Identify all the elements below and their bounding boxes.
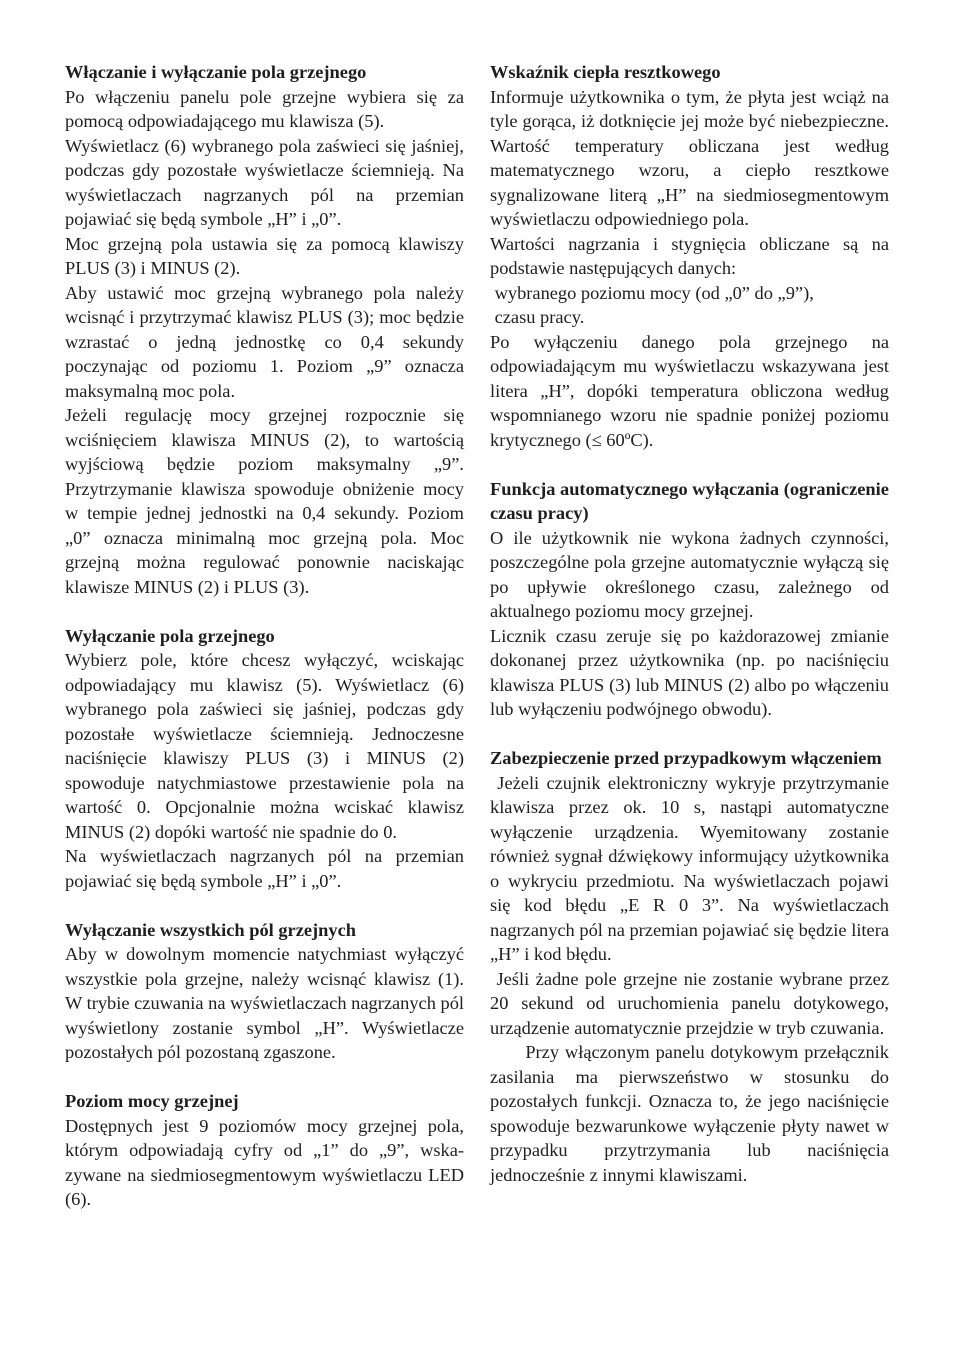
paragraph: Aby ustawić moc grzejną wybranego pola należy wcisnąć i przytrzymać klawisz PLUS (3); moc będzie wzrastać o jedną jednostkę co 0,4 sekundy poczynając od poziomu 1. Poziom „9” oznacza maksymalną moc pola. [65,282,464,401]
paragraph: Wartości nagrzania i stygnięcia obliczane są na podstawie następujących danych: [490,233,889,278]
section-heading: Wskaźnik ciepła resztkowego [490,62,721,82]
paragraph: Licznik czasu zeruje się po każdorazowej zmianie dokonanej przez użytkownika (np. po naciśnięciu klawisza PLUS (3) lub MINUS (2) albo po włączeniu lub wyłączeniu podwójnego obwodu). [490,625,889,719]
paragraph: Informuje użytkownika o tym, że płyta jest wciąż na tyle gorąca, iż dotknięcie jej może być niebezpieczne. Wartość temperatury obliczana jest według matematycznego wzoru, a ciepło resztkowe sygnalizowane literą „H” na siedmiosegmentowym wyświetlaczu odpowiedniego pola. [490,86,889,229]
section-heading: Wyłączanie wszystkich pól grzejnych [65,919,356,940]
paragraph: Dostępnych jest 9 poziomów mocy grzejnej pola, którym odpowiadają cyfry od „1” do „9”, wskazywane na siedmiosegmentowym wyświetlaczu LED (6). [65,1115,464,1209]
section-zabezpieczenie-przed-przypadkowym-wlacze [490,746,894,1187]
paragraph: Po włączeniu panelu pole grzejne wybiera się za pomocą odpowiadającego mu klawisza (5). [65,86,464,131]
section-heading: Wyłączanie pola grzejnego [65,625,275,646]
right-column [490,60,894,1187]
paragraph: O ile użytkownik nie wykona żadnych czynności, poszczególne pola grzejne automatycznie wyłączą się po upływie określonego czasu, zależnego od aktualnego poziomu mocy grzejnej. [490,527,889,621]
paragraph: Wybierz pole, które chcesz wyłączyć, wciskając odpowiadający mu klawisz (5). Wyświetlacz (6) wybranego pola zaświeci się jaśniej, podczas gdy pozostałe wyświetlacze ściemnieją. Jednoczesne naciśnięcie klawiszy PLUS (3) i MINUS (2) spowoduje natychmiastowe przestawienie pola na wartość 0. Opcjonalnie można wciskać klawisz MINUS (2) dopóki wartość nie spadnie do 0. [65,650,464,842]
paragraph: Przy włączonym panelu dotykowym przełącznik zasilania ma pierwszeństwo w stosunku do pozostałych funkcji. Oznacza to, że jego naciśnięcie spowoduje bezwarunkowe wyłączenie płyty nawet w przypadku przytrzymania lub naciśnięcia jednocześnie z innymi klawiszami. [490,1042,894,1185]
section-funkcja-automatycznego-wylaczania-ograni [490,477,889,722]
section-heading: Włączanie i wyłączanie pola grzejnego [65,62,367,82]
paragraph: Po wyłączeniu danego pola grzejnego na odpowiadającym mu wyświetlaczu wskazywana jest litera „H”, dopóki temperatura obliczona według wspomnianego wzoru nie spadnie poniżej poziomu krytycznego (≤ 60ºC). [490,331,889,450]
paragraph: Jeżeli czujnik elektroniczny wykryje przytrzymanie klawisza przez ok. 10 s, nastąpi automatyczne wyłączenie urządzenia. Wyemitowany zostanie również sygnał dźwiękowy informujący użytkownika o wykryciu przedmiotu. Na wyświetlaczach pojawi się kod błędu „E R 0 3”. Na wyświetlaczach nagrzanych pól na przemian pojawiać się będzie litera „H” i kod błędu. [490,772,894,964]
section-poziom-mocy-grzejnej [65,1089,464,1212]
section-wylaczanie-pola-grzejnego [65,624,464,894]
section-wylaczanie-wszystkich-pol-grzejnych [65,918,464,1065]
paragraph: Na wyświetlaczach nagrzanych pól na przemian pojawiać się będą symbole „H” i „0”. [65,846,464,891]
paragraph: Wyświetlacz (6) wybranego pola zaświeci się jaśniej, podczas gdy pozostałe wyświetlacze ściemnieją. Na wyświetlaczach nagrzanych pól na przemian pojawiać się będą symbole „H” i „0”. [65,135,464,229]
paragraph: wybranego poziomu mocy (od „0” do „9”), [490,282,814,303]
paragraph: czasu pracy. [490,307,585,327]
section-heading: Funkcja automatycznego wyłączania (ograniczenie czasu pracy) [490,478,889,523]
paragraph: Jeżeli regulację mocy grzejnej rozpocznie się wciśnięciem klawisza MINUS (2), to wartością wyjściową będzie poziom maksymalny „9”. Przytrzymanie klawisza spowoduje obniżenie mocy w tempie jednej jednostki na 0,4 sekundy. Poziom „0” oznacza minimalną moc grzejną pola. Moc grzejną można regulować ponownie naciskając klawisze MINUS (2) i PLUS (3). [65,405,464,597]
section-heading: Poziom mocy grzejnej [65,1091,239,1111]
paragraph: Jeśli żadne pole grzejne nie zostanie wybrane przez 20 sekund od uruchomienia panelu dotykowego, urządzenie automatycznie przejdzie w tryb czuwania. [490,968,894,1038]
paragraph: Moc grzejną pola ustawia się za pomocą klawiszy PLUS (3) i MINUS (2). [65,233,464,278]
paragraph: Aby w dowolnym momencie natychmiast wyłączyć wszystkie pola grzejne, należy wcisnąć klawisz (1). W trybie czuwania na wyświetlaczach nagrzanych pól wyświetlony zostanie symbol „H”. Wyświetlacze pozostałych pól pozostaną zgaszone. [65,944,464,1062]
left-column [65,60,464,1212]
section-wskaznik-ciepla-resztkowego [490,60,889,452]
section-wlaczanie-i-wylaczanie-pola-grzejnego [65,60,464,599]
section-heading: Zabezpieczenie przed przypadkowym włączeniem [490,748,882,768]
